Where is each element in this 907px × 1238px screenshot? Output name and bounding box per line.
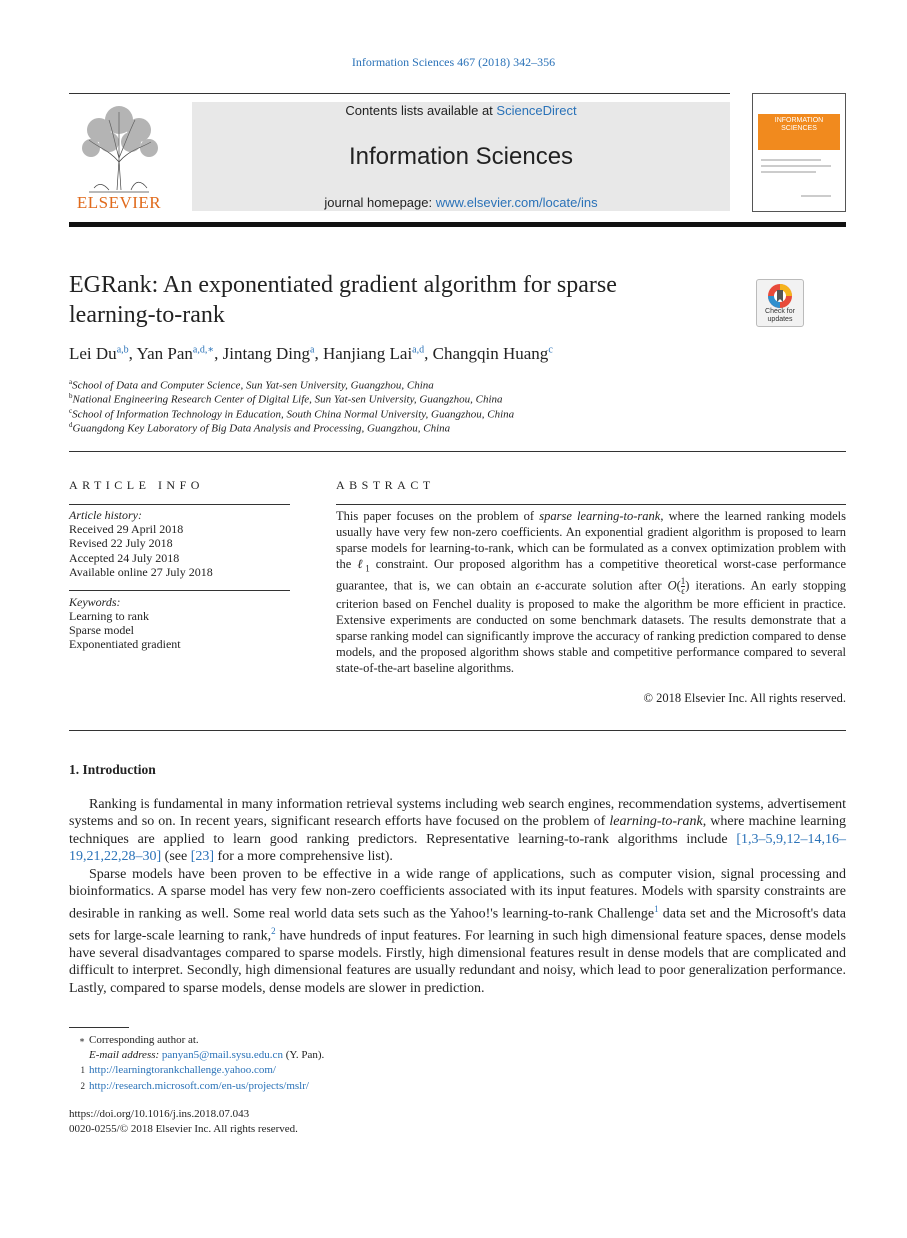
- check-updates-icon: [767, 283, 793, 309]
- header-thick-rule: [69, 222, 846, 227]
- affiliation-text: School of Data and Computer Science, Sun Yat-sen University, Guangzhou, China: [72, 379, 434, 392]
- affiliations-rule: [69, 451, 846, 452]
- history-available-online: Available online 27 July 2018: [69, 565, 213, 579]
- journal-reference[interactable]: Information Sciences 467 (2018) 342–356: [351, 55, 556, 69]
- footnote-email: [89, 1048, 324, 1063]
- abstract-segment: This paper focuses on the problem of: [336, 509, 540, 523]
- abstract-segment: iterations. An early stopping criterion based on Fenchel duality is proposed to make the algorithm be more efficient in practice. Extensive experiments are conducted on some benchmark datasets. The results demonstrate that a sparse ranking model can significantly improve the accuracy of ranking prediction compared to dense models, and the proposed algorithm shows stable and competitive performance compared to several state-of-the-art baseline algorithms.: [336, 577, 846, 675]
- abstract-heading: ABSTRACT: [336, 478, 435, 492]
- fraction: [681, 577, 686, 596]
- doi-link[interactable]: https://doi.org/10.1016/j.ins.2018.07.043: [69, 1108, 250, 1120]
- keywords-rule: [69, 590, 290, 591]
- footnote-corresponding: [69, 1033, 199, 1048]
- paragraph-segment: have hundreds of input features. For learning in such high dimensional feature spaces, dense models have several disadvantages compared to sparse models. Firstly, high dimensional features result in dense models that are complicated and difficult to interpret. Secondly, high dimensional features are usually redundant and noisy, which lead to poor generalization performance. Lastly, compared to sparse models, dense models are slower in prediction.: [69, 928, 847, 996]
- affiliation: [69, 378, 434, 392]
- author-name[interactable]: Changqin Huang: [432, 344, 549, 363]
- l1-symbol: ℓ: [357, 557, 366, 571]
- affiliation: [69, 392, 503, 406]
- homepage-link[interactable]: www.elsevier.com/locate/ins: [435, 195, 598, 210]
- intro-paragraph-1: [69, 796, 846, 866]
- affiliation-mark: c: [69, 407, 73, 415]
- history-received: Received 29 April 2018: [69, 522, 184, 536]
- email-suffix: (Y. Pan).: [282, 1049, 325, 1061]
- fraction-denominator: ϵ: [681, 585, 685, 596]
- author-name[interactable]: Jintang Ding: [222, 344, 310, 363]
- author-list: Lei Du$^{a,b}$, Yan Pan$^{a,d,∗}$, Jintang Ding$^a$, Hanjiang Lai$^{a,d}$, Changqin Huang$^c$: [69, 344, 553, 363]
- journal-cover-thumbnail[interactable]: [752, 93, 846, 212]
- author-affiliation-marks[interactable]: a,b: [116, 344, 129, 356]
- article-info-heading: ARTICLE INFO: [69, 478, 204, 492]
- keyword: Exponentiated gradient: [69, 637, 181, 651]
- author-name[interactable]: Yan Pan: [136, 344, 193, 363]
- big-o-symbol: O: [667, 577, 677, 592]
- l1-subscript: 1: [365, 563, 370, 574]
- abstract-bottom-rule: [69, 730, 846, 731]
- abstract-rule: [336, 504, 846, 505]
- homepage-prefix: journal homepage:: [324, 195, 436, 210]
- footnote-text: Corresponding author at.: [89, 1034, 199, 1046]
- journal-name: Information Sciences: [348, 143, 574, 170]
- affiliation: [69, 407, 514, 421]
- affiliation-mark: a: [69, 378, 73, 386]
- author-name[interactable]: Lei Du: [69, 344, 117, 363]
- paragraph-emphasis: learning-to-rank: [609, 814, 703, 830]
- author-affiliation-marks[interactable]: a,d: [412, 344, 425, 356]
- footnote-url-link[interactable]: http://learningtorankchallenge.yahoo.com/: [89, 1064, 276, 1076]
- abstract-emphasis: sparse learning-to-rank: [539, 509, 661, 523]
- cover-text-lines: [761, 154, 837, 204]
- footnote-1: [69, 1063, 276, 1078]
- email-link[interactable]: panyan5@mail.sysu.edu.cn: [161, 1049, 283, 1061]
- author-affiliation-marks[interactable]: a,d,∗: [192, 344, 215, 356]
- abstract-segment: , where the learned ranking models usually have very few non-zero coefficients. An exponential gradient algorithm is proposed to learn sparse models for learning-to-rank, which can be formulated as a convex optimization problem with the: [336, 509, 846, 571]
- sciencedirect-link[interactable]: ScienceDirect: [496, 103, 577, 118]
- footnote-2: [69, 1079, 309, 1094]
- author-name[interactable]: Hanjiang Lai: [322, 344, 413, 363]
- footnote-ref-link[interactable]: 2: [271, 925, 276, 936]
- affiliation-text: Guangdong Key Laboratory of Big Data Analysis and Processing, Guangzhou, China: [72, 422, 451, 435]
- fraction-numerator: 1: [680, 575, 686, 586]
- paragraph-segment: for a more comprehensive list).: [214, 849, 393, 865]
- affiliation-mark: b: [69, 392, 73, 400]
- issn-copyright-line: 0020-0255/© 2018 Elsevier Inc. All rights reserved.: [69, 1123, 298, 1135]
- abstract-copyright: © 2018 Elsevier Inc. All rights reserved.: [643, 691, 846, 705]
- footnote-ref-link[interactable]: 1: [654, 903, 659, 914]
- affiliation-text: National Engineering Research Center of Digital Life, Sun Yat-sen University, Guangzhou, China: [72, 393, 503, 406]
- keyword: Learning to rank: [69, 609, 149, 623]
- contents-prefix: Contents lists available at: [345, 103, 497, 118]
- contents-line: [192, 103, 730, 118]
- keywords-label: Keywords:: [69, 595, 121, 609]
- article-history-label: Article history:: [69, 508, 142, 522]
- footnote-url-link[interactable]: http://research.microsoft.com/en-us/projects/mslr/: [89, 1080, 309, 1092]
- affiliation-mark: d: [69, 421, 73, 429]
- paragraph-segment: data set and the Microsoft's data sets for large-scale learning to rank,: [69, 906, 846, 944]
- email-label: E-mail address:: [89, 1049, 160, 1061]
- author-affiliation-marks[interactable]: a: [310, 344, 315, 356]
- cover-title-block: INFORMATION SCIENCES: [758, 114, 840, 150]
- footnote-mark: ∗: [78, 1035, 85, 1045]
- citation-link[interactable]: [23]: [190, 849, 215, 865]
- footnote-mark: 2: [80, 1081, 85, 1091]
- affiliation-text: School of Information Technology in Education, South China Normal University, Guangzhou, China: [72, 408, 515, 421]
- paper-title: EGRank: An exponentiated gradient algorithm for sparse learning-to-rank: [69, 272, 617, 328]
- check-updates-label: Check for updates: [765, 308, 795, 323]
- abstract-segment: constraint. Our proposed algorithm has a competitive theoretical worst-case performance guarantee, that is, we can obtain an: [336, 557, 846, 592]
- epsilon-symbol: ϵ: [535, 577, 541, 592]
- footnote-mark: 1: [80, 1065, 85, 1075]
- paragraph-segment: (see: [161, 849, 191, 865]
- paragraph-segment: , where machine learning techniques are applied to learn good ranking predictors. Representative learning-to-rank algorithms include: [69, 814, 846, 847]
- abstract-text: This paper focuses on the problem of sparse learning-to-rank, where the learned ranking models usually have very few non-zero coefficients. An exponential gradient algorithm is proposed to learn sparse models for learning-to-rank, which can be formulated as a convex optimization problem with the ℓ$_1$ constraint. Our proposed algorithm has a competitive theoretical worst-case performance guarantee, that is, we can obtain an ϵ-accurate solution after O( $\frac{1}{\epsilon}$ ) iterations. An early stopping criterion based on Fenchel duality is proposed to make the algorithm be more efficient in practice. Extensive experiments are conducted on some benchmark datasets. The results demonstrate that a sparse ranking model can significantly improve the accuracy of ranking prediction compared to dense models, and the proposed algorithm shows stable and competitive performance compared to several state-of-the-art baseline algorithms.: [336, 509, 846, 675]
- keyword: Sparse model: [69, 623, 134, 637]
- author-affiliation-marks[interactable]: c: [548, 344, 553, 356]
- citation-link[interactable]: [1,3–5,9,12–14,16–19,21,22,28–30]: [69, 831, 846, 865]
- abstract-segment: -accurate solution after: [540, 577, 668, 592]
- homepage-line: [192, 195, 730, 210]
- paragraph-segment: Ranking is fundamental in many information retrieval systems including web search engines, recommendation systems, advertisement systems and so on. In recent years, significant research efforts have focused on the problem of: [69, 797, 846, 830]
- header-top-rule: [69, 93, 730, 94]
- article-info-rule: [69, 504, 290, 505]
- elsevier-wordmark: ELSEVIER: [76, 193, 162, 212]
- intro-paragraph-2: [69, 866, 846, 997]
- history-accepted: Accepted 24 July 2018: [69, 551, 180, 565]
- footnote-rule: [69, 1027, 129, 1028]
- introduction-heading: 1. Introduction: [69, 762, 156, 777]
- history-revised: Revised 22 July 2018: [69, 536, 173, 550]
- paragraph-segment: Sparse models have been proven to be effective in a wide range of applications, such as computer vision, signal processing and bioinformatics. A sparse model has very few non-zero coefficients associated with its input features. Models with sparsity constraints are desirable in ranking as well. Some real world data sets such as the Yahoo!'s learning-to-rank Challenge: [69, 867, 846, 922]
- affiliation: [69, 421, 450, 435]
- check-for-updates-badge[interactable]: [756, 279, 804, 327]
